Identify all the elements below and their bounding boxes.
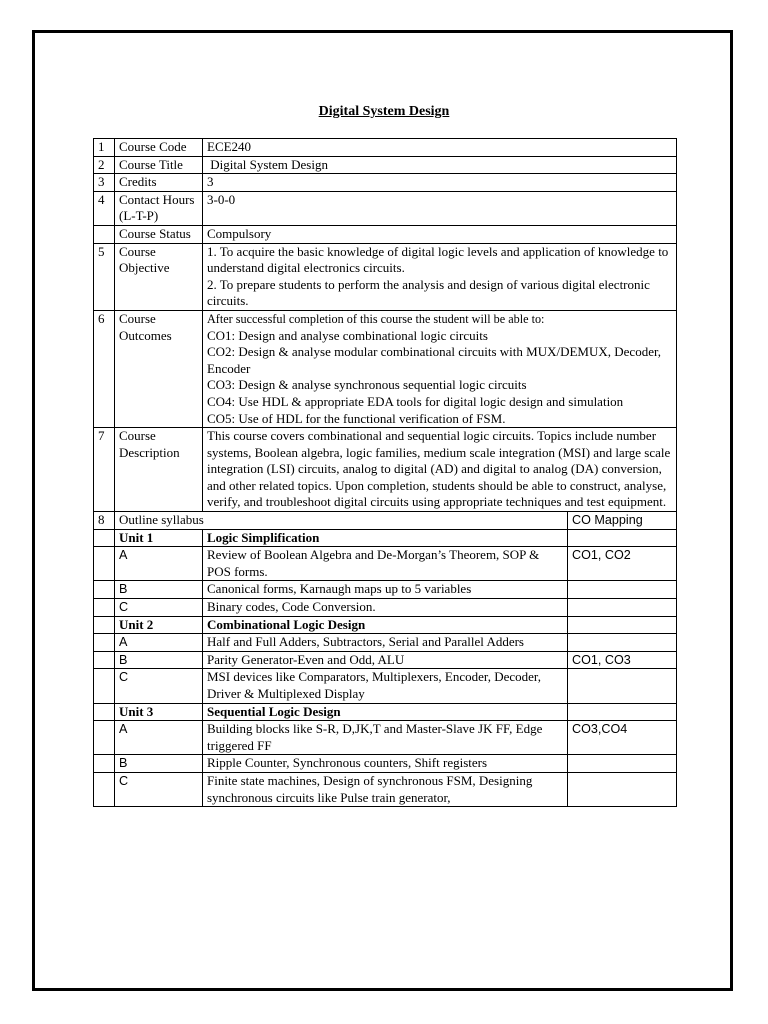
unit-title: Sequential Logic Design — [203, 703, 568, 721]
topic-key: A — [115, 721, 203, 755]
unit-label: Unit 1 — [115, 529, 203, 547]
outcome-item: CO2: Design & analyse modular combinational circuits with MUX/DEMUX, Decoder, Encoder — [207, 344, 662, 376]
topic-row — [94, 599, 677, 617]
topic-key: C — [115, 772, 203, 806]
unit-header-row — [94, 529, 677, 547]
syllabus-table — [93, 138, 677, 807]
topic-text: Ripple Counter, Synchronous counters, Shift registers — [203, 755, 568, 773]
outcome-item: CO1: Design and analyse combinational logic circuits — [207, 327, 488, 343]
topic-row — [94, 581, 677, 599]
row-label: Course Description — [115, 428, 203, 512]
row-course-objective — [94, 243, 677, 310]
topic-co: CO1, CO3 — [568, 651, 677, 669]
document-title: Digital System Design — [318, 104, 450, 119]
unit-title: Combinational Logic Design — [203, 616, 568, 634]
topic-row — [94, 669, 677, 703]
row-course-outcomes — [94, 310, 677, 427]
row-number: 4 — [94, 191, 115, 225]
topic-co: CO1, CO2 — [568, 547, 677, 581]
row-value: Compulsory — [203, 225, 677, 243]
row-label: Contact Hours (L-T-P) — [115, 191, 203, 225]
topic-text: Canonical forms, Karnaugh maps up to 5 variables — [203, 581, 568, 599]
row-label: Course Outcomes — [115, 310, 203, 427]
topic-co — [568, 599, 677, 617]
topic-key: C — [115, 669, 203, 703]
row-number: 7 — [94, 428, 115, 512]
topic-co — [568, 634, 677, 652]
row-number: 1 — [94, 139, 115, 157]
unit-header-row — [94, 703, 677, 721]
topic-text: Parity Generator-Even and Odd, ALU — [203, 651, 568, 669]
row-number: 6 — [94, 310, 115, 427]
outcome-item: CO5: Use of HDL for the functional verification of FSM. — [207, 410, 506, 426]
topic-key: B — [115, 755, 203, 773]
co-mapping-header: CO Mapping — [568, 512, 677, 530]
outcomes-intro: After successful completion of this course the student will be able to: — [207, 311, 545, 326]
unit-label: Unit 3 — [115, 703, 203, 721]
topic-row — [94, 547, 677, 581]
topic-row — [94, 772, 677, 806]
unit-header-row — [94, 616, 677, 634]
outline-label: Outline syllabus — [115, 512, 568, 530]
row-number: 8 — [94, 512, 115, 530]
topic-key: B — [115, 651, 203, 669]
row-value: This course covers combinational and sequential logic circuits. Topics include number systems, Boolean algebra, logic families, medium scale integration (MSI) and large scale integration (LSI) circuits, analog to digital (AD) and digital to analog (DA) conversion, and other related topics. Upon completion, students should be able to construct, analyse, verify, and troubleshoot digital circuits using appropriate techniques and test equipment. — [203, 428, 677, 512]
row-value: 3-0-0 — [203, 191, 677, 225]
topic-co — [568, 772, 677, 806]
row-number: 2 — [94, 156, 115, 174]
topic-co — [568, 669, 677, 703]
topic-text: Building blocks like S-R, D,JK,T and Master-Slave JK FF, Edge triggered FF — [203, 721, 568, 755]
row-number — [94, 225, 115, 243]
row-credits — [94, 174, 677, 192]
topic-key: C — [115, 599, 203, 617]
row-value: ECE240 — [203, 139, 677, 157]
row-value: Digital System Design — [203, 156, 677, 174]
row-value — [203, 310, 677, 427]
row-label: Course Objective — [115, 243, 203, 310]
topic-row — [94, 755, 677, 773]
topic-row — [94, 721, 677, 755]
row-number: 3 — [94, 174, 115, 192]
unit-title: Logic Simplification — [203, 529, 568, 547]
row-course-status — [94, 225, 677, 243]
unit-label: Unit 2 — [115, 616, 203, 634]
outcome-item: CO4: Use HDL & appropriate EDA tools for digital logic design and simulation — [207, 393, 624, 409]
topic-text: Half and Full Adders, Subtractors, Serial and Parallel Adders — [203, 634, 568, 652]
row-value: 3 — [203, 174, 677, 192]
outcome-item: CO3: Design & analyse synchronous sequential logic circuits — [207, 377, 527, 393]
topic-text: Binary codes, Code Conversion. — [203, 599, 568, 617]
topic-key: B — [115, 581, 203, 599]
row-contact-hours — [94, 191, 677, 225]
topic-co — [568, 755, 677, 773]
topic-co: CO3,CO4 — [568, 721, 677, 755]
row-course-description — [94, 428, 677, 512]
topic-row — [94, 651, 677, 669]
row-course-title — [94, 156, 677, 174]
row-outline-header — [94, 512, 677, 530]
row-label: Credits — [115, 174, 203, 192]
topic-text: MSI devices like Comparators, Multiplexers, Encoder, Decoder, Driver & Multiplexed Display — [203, 669, 568, 703]
row-label: Course Title — [115, 156, 203, 174]
row-label: Course Code — [115, 139, 203, 157]
topic-co — [568, 581, 677, 599]
row-value: 1. To acquire the basic knowledge of digital logic levels and application of knowledge to understand digital electronics circuits. 2. To prepare students to perform the analysis and design of various digital electronic circuits. — [203, 243, 677, 310]
topic-text: Review of Boolean Algebra and De-Morgan’s Theorem, SOP & POS forms. — [203, 547, 568, 581]
row-label: Course Status — [115, 225, 203, 243]
row-number: 5 — [94, 243, 115, 310]
row-course-code — [94, 139, 677, 157]
topic-row — [94, 634, 677, 652]
topic-key: A — [115, 547, 203, 581]
topic-key: A — [115, 634, 203, 652]
topic-text: Finite state machines, Design of synchronous FSM, Designing synchronous circuits like Pulse train generator, — [203, 772, 568, 806]
